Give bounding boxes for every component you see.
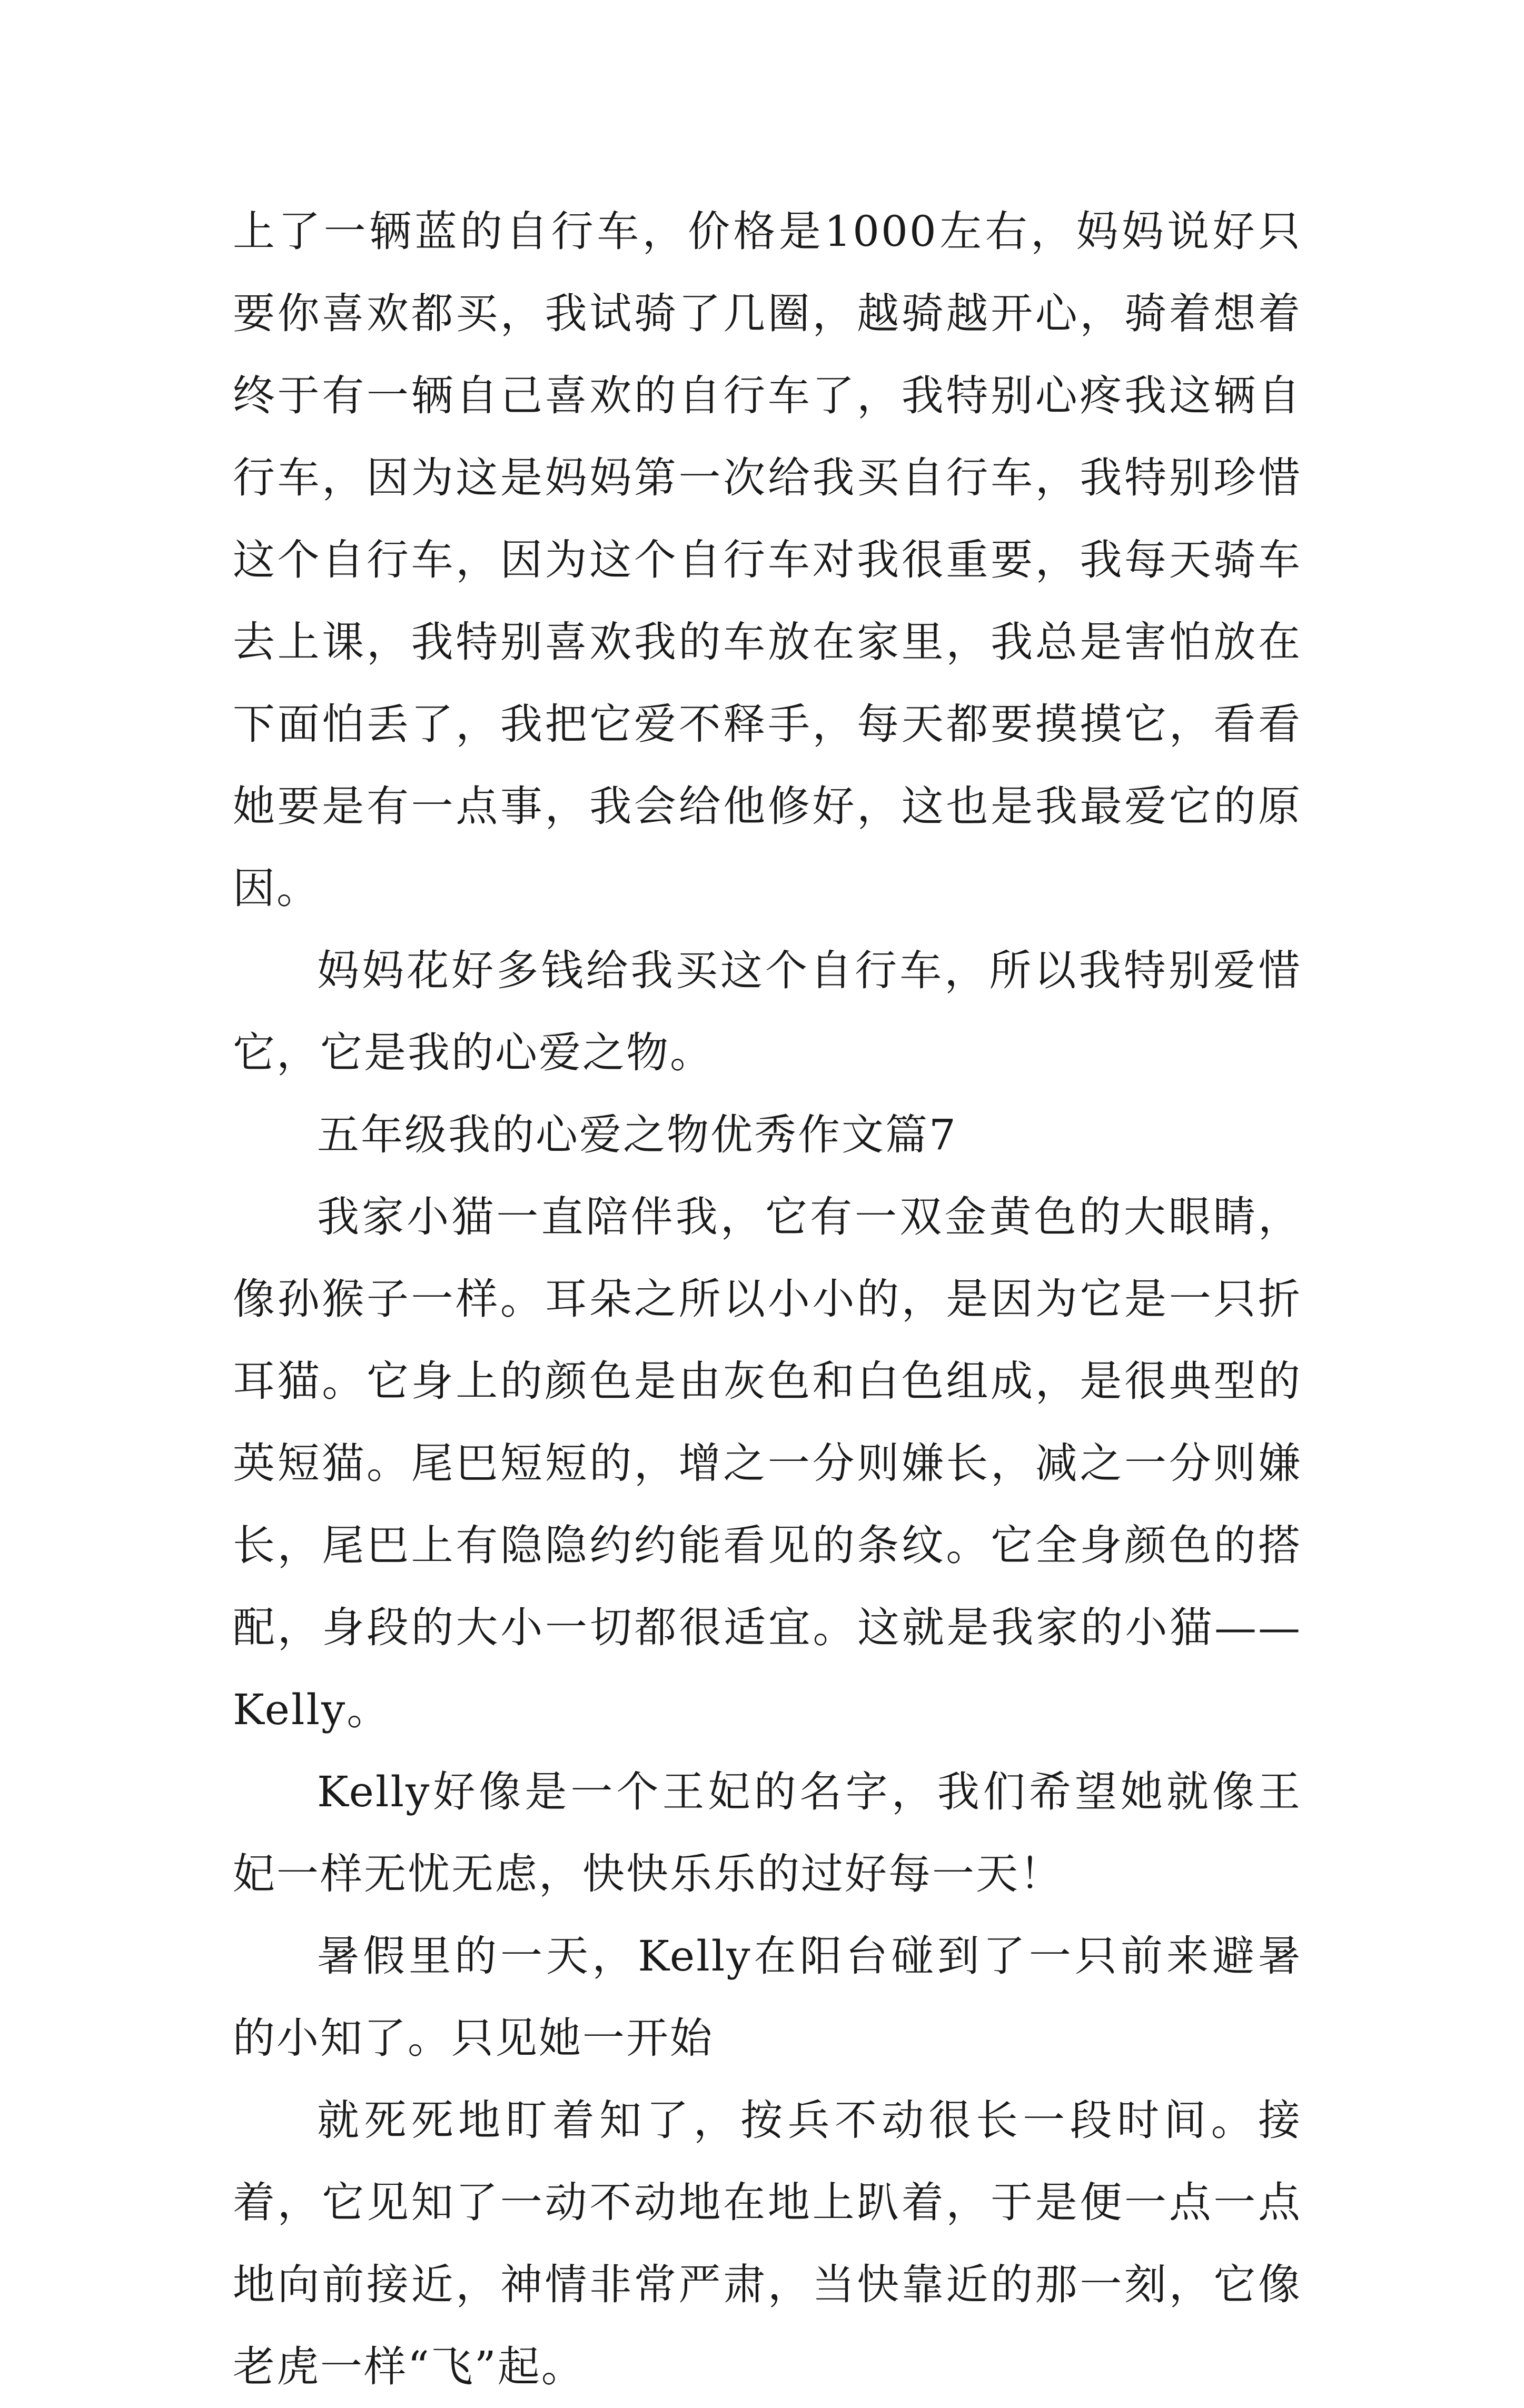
document-body <box>233 191 1302 2408</box>
paragraph: 暑假里的一天，Kelly在阳台碰到了一只前来避暑的小知了。只见她一开始 <box>233 1932 1302 2063</box>
paragraph: Kelly好像是一个王妃的名字，我们希望她就像王妃一样无忧无虑，快快乐乐的过好每一天！ <box>233 1767 1302 1898</box>
section-heading: 五年级我的心爱之物优秀作文篇7 <box>317 1110 957 1159</box>
paragraph: 上了一辆蓝的自行车，价格是1000左右，妈妈说好只要你喜欢都买，我试骑了几圈，越骑越开心，骑着想着终于有一辆自己喜欢的自行车了，我特别心疼我这辆自行车，因为这是妈妈第一次给我买自行车，我特别珍惜这个自行车，因为这个自行车对我很重要，我每天骑车去上课，我特别喜欢我的车放在家里，我总是害怕放在下面怕丢了，我把它爱不释手，每天都要摸摸它，看看她要是有一点事，我会给他修好，这也是我最爱它的原因。 <box>233 207 1302 913</box>
paragraph: 就死死地盯着知了，按兵不动很长一段时间。接着，它见知了一动不动地在地上趴着，于是便一点一点地向前接近，神情非常严肃，当快靠近的那一刻，它像老虎一样“飞”起。 <box>233 2096 1302 2391</box>
paragraph: 我家小猫一直陪伴我，它有一双金黄色的大眼睛，像孙猴子一样。耳朵之所以小小的，是因为它是一只折耳猫。它身上的颜色是由灰色和白色组成，是很典型的英短猫。尾巴短短的，增之一分则嫌长，减之一分则嫌长，尾巴上有隐隐约约能看见的条纹。它全身颜色的搭配，身段的大小一切都很适宜。这就是我家的小猫——Kelly。 <box>233 1192 1302 1734</box>
paragraph: 妈妈花好多钱给我买这个自行车，所以我特别爱惜它，它是我的心爱之物。 <box>233 946 1302 1077</box>
